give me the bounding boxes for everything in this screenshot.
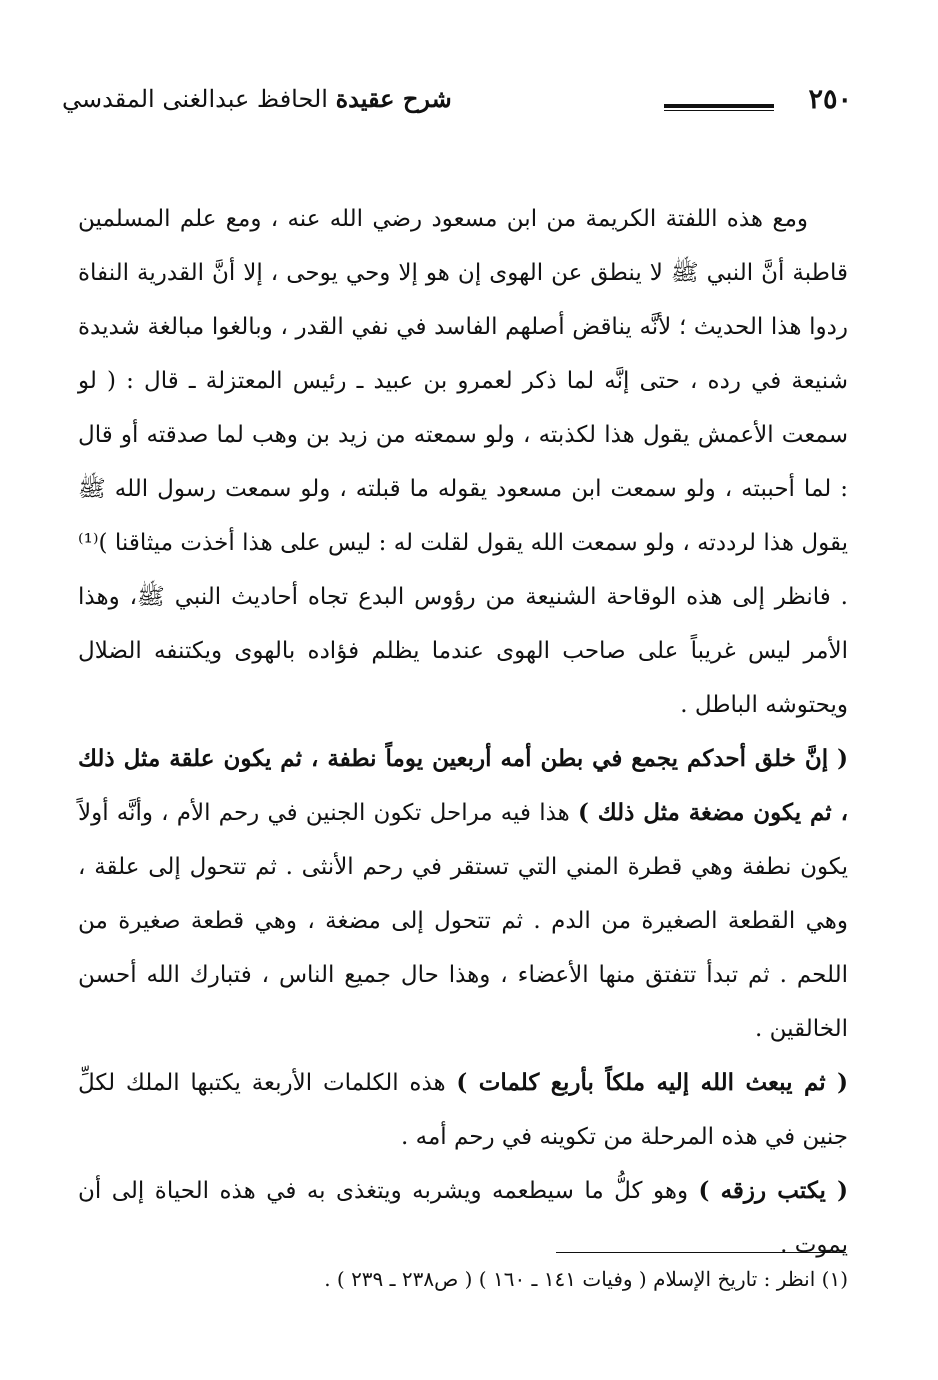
paragraph-3 (78, 1056, 848, 1164)
paragraph-1: ومع هذه اللفتة الكريمة من ابن مسعود رضي الله عنه ، ومع علم المسلمين قاطبة أنَّ النبي ﷺ لا ينطق عن الهوى إن هو إلا وحي يوحى ، إلا أنَّ القدرية النفاة ردوا هذا الحديث ؛ لأنَّه يناقض أصلهم الفاسد في نفي القدر ، وبالغوا مبالغة شديدة شنيعة في رده ، حتى إنَّه لما ذكر لعمرو بن عبيد ـ رئيس المعتزلة ـ قال : ( لو سمعت الأعمش يقول هذا لكذبته ، ولو سمعته من زيد بن وهب لما صدقته أو قال : لما أحببته ، ولو سمعت ابن مسعود يقوله ما قبلته ، ولو سمعت رسول الله ﷺ يقول هذا لرددته ، ولو سمعت الله يقول لقلت له : ليس على هذا أخذت ميثاقنا )⁽¹⁾ . فانظر إلى هذه الوقاحة الشنيعة من رؤوس البدع تجاه أحاديث النبي ﷺ، وهذا الأمر ليس غريباً على صاحب الهوى عندما يظلم فؤاده بالهوى ويكتنفه الضلال ويحتوشه الباطل . (78, 206, 848, 718)
hadith-quote-3: ( يكتب رزقه ) (698, 1177, 848, 1204)
footnote: (١) انظر : تاريخ الإسلام ( وفيات ١٤١ ـ ١٦٠ ) ( ص٢٣٨ ـ ٢٣٩ ) . (324, 1267, 848, 1291)
paragraph-4 (78, 1164, 848, 1272)
main-text (78, 192, 848, 1272)
page-header (62, 80, 852, 124)
commentary-1: هذا فيه مراحل تكون الجنين في رحم الأم ، وأنَّه أولاً يكون نطفة وهي قطرة المني التي تستقر في رحم الأنثى . ثم تتحول إلى علقة ، وهي القطعة الصغيرة من الدم . ثم تتحول إلى مضغة ، وهي قطعة صغيرة من اللحم . ثم تبدأ تتفتق منها الأعضاء ، وهذا حال جميع الناس ، فتبارك الله أحسن الخالقين . (78, 800, 848, 1042)
page-number: ٢٥٠ (808, 84, 852, 115)
running-title (62, 84, 452, 113)
running-title-rest: الحافظ عبدالغنى المقدسي (62, 85, 328, 113)
commentary-2: هذه الكلمات الأربعة يكتبها الملك لكلِّ جنين في هذه المرحلة من تكوينه في رحم أمه . (78, 1070, 848, 1150)
footnote-separator (556, 1252, 846, 1253)
paragraph-2 (78, 732, 848, 1056)
header-rule (664, 104, 774, 111)
hadith-quote-2: ( ثم يبعث الله إليه ملكاً بأربع كلمات ) (456, 1069, 848, 1096)
running-title-bold: شرح عقيدة (335, 84, 452, 113)
commentary-3: وهو كلُّ ما سيطعمه ويشربه ويتغذى به في هذه الحياة إلى أن يموت . (78, 1178, 848, 1258)
hadith-quote-1: ( إنَّ خلق أحدكم يجمع في بطن أمه أربعين يوماً نطفة ، ثم يكون علقة مثل ذلك ، ثم يكون مضغة مثل ذلك ) (78, 745, 848, 826)
